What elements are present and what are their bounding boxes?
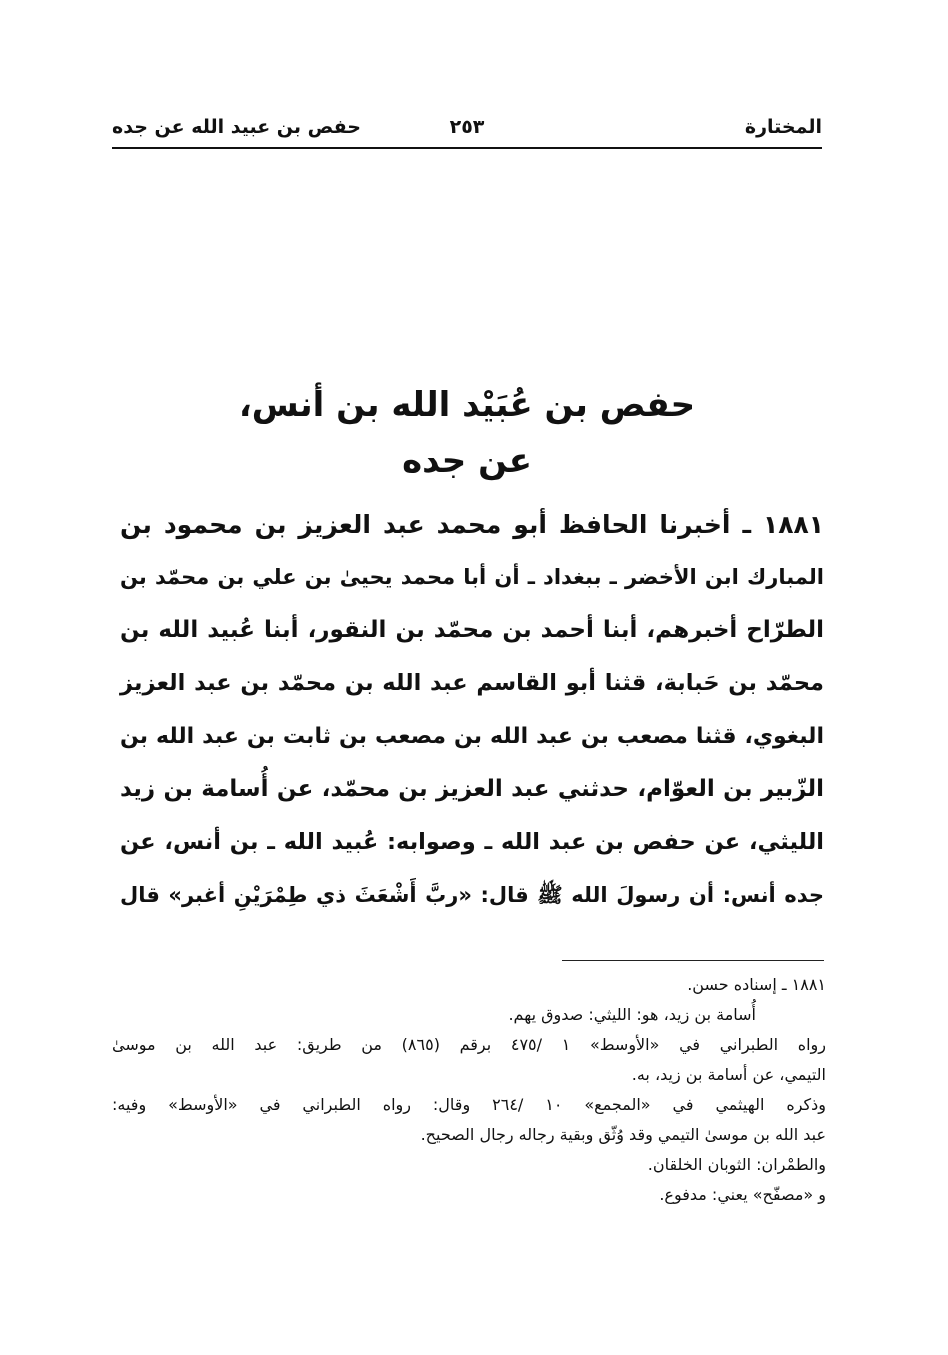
text-line: ١٨٨١ ـ أخبرنا الحافظ أبو محمد عبد العزيز بن محمود بن	[120, 510, 824, 539]
footnote-line: والطمْران: الثوبان الخلقان.	[647, 1155, 826, 1174]
text-line: الليثي، عن حفص بن عبد الله ـ وصوابه: عُبيد الله ـ بن أنس، عن	[120, 829, 824, 855]
book-title: المختارة	[744, 116, 822, 138]
chapter-title-line: حفص بن عُبَيْد الله بن أنس،	[238, 385, 696, 425]
footnote-line: ١٨٨١ ـ إسناده حسن.	[687, 975, 826, 994]
text-line: الزّبير بن العوّام، حدثني عبد العزيز بن محمّد، عن أُسامة بن زيد	[120, 776, 824, 802]
text-line: المبارك ابن الأخضر ـ ببغداد ـ أن أبا محمد يحيىٰ بن علي بن محمّد بن	[120, 565, 824, 589]
footnotes	[112, 970, 826, 1210]
header-divider	[112, 147, 822, 149]
footnote-line: و «مصفّح» يعني: مدفوع.	[659, 1185, 826, 1204]
footnote-line: عبد الله بن موسىٰ التيمي وقد وُثّق وبقية رجاله رجال الصحيح.	[420, 1125, 826, 1144]
hadith-text	[120, 498, 824, 922]
footnote-line: وذكره الهيثمي في «المجمع» ١٠ /٢٦٤ وقال: رواه الطبراني في «الأوسط» وفيه:	[112, 1095, 827, 1114]
footnote-line: رواه الطبراني في «الأوسط» ١ /٤٧٥ برقم (٨٦٥) من طريق: عبد الله بن موسىٰ	[112, 1035, 827, 1054]
chapter-title	[112, 377, 822, 489]
text-line: الطرّاح أخبرهم، أبنا أحمد بن محمّد بن النقور، أبنا عُبيد الله بن	[120, 617, 824, 643]
page-header	[112, 112, 822, 144]
footnote-line: أُسامة بن زيد، هو: الليثي: صدوق يهم.	[508, 1005, 756, 1024]
chapter-running-title: حفص بن عبيد الله عن جده	[112, 116, 361, 138]
footnote-divider	[562, 960, 824, 961]
text-line: البغوي، قثنا مصعب بن عبد الله بن مصعب بن ثابت بن عبد الله بن	[120, 724, 824, 749]
page-number: ٢٥٣	[449, 116, 485, 138]
text-line: محمّد بن حَبابة، قثنا أبو القاسم عبد الله بن محمّد بن عبد العزيز	[120, 670, 824, 696]
text-line: جده أنس: أن رسولَ الله ﷺ قال: «ربَّ أَشْعَثَ ذي طِمْرَيْنِ أغبر» قال	[120, 883, 824, 907]
chapter-title-line: عن جده	[402, 441, 532, 481]
footnote-line: التيمي، عن أسامة بن زيد، به.	[631, 1065, 826, 1084]
